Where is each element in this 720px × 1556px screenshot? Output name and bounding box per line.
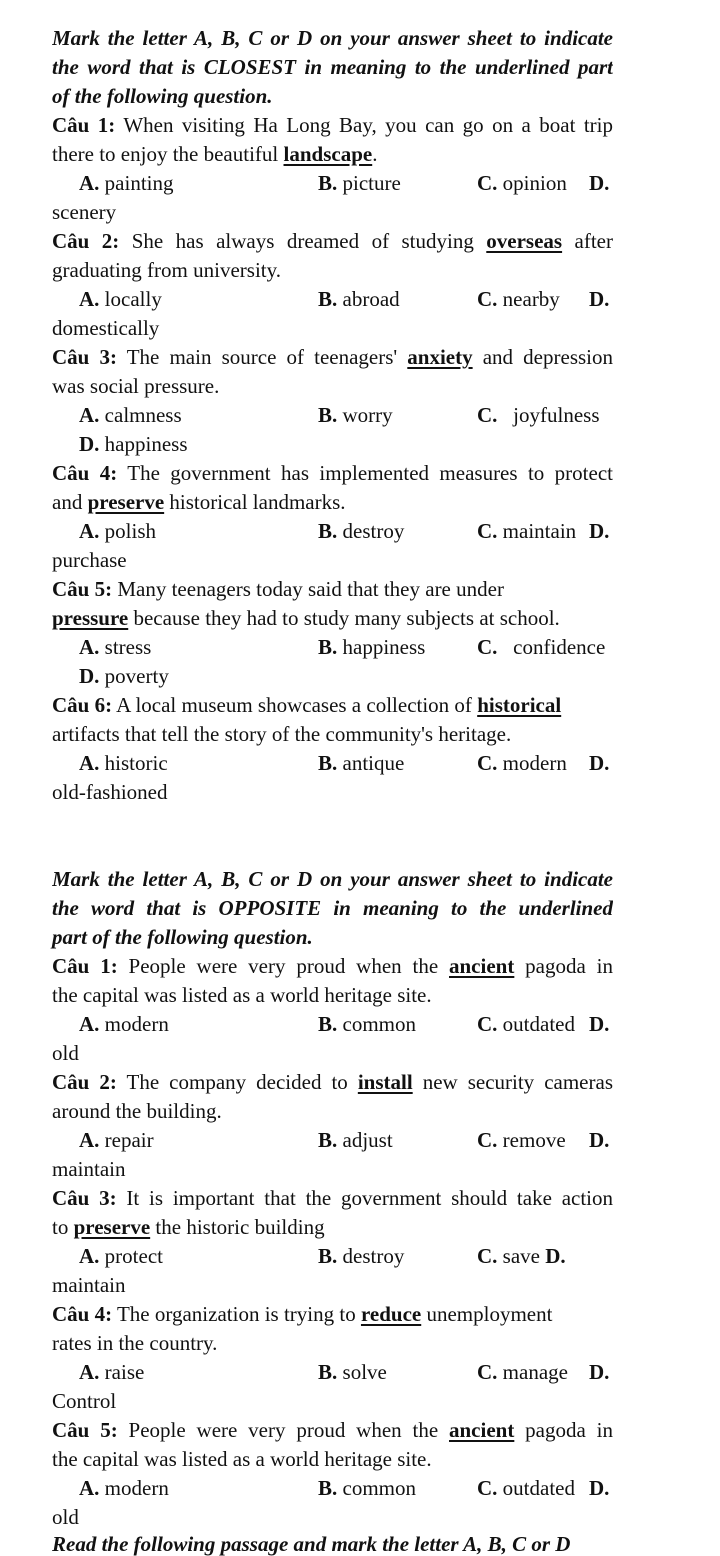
option-b[interactable]	[318, 633, 425, 662]
option-letter: B.	[318, 287, 338, 311]
question-text	[52, 1213, 613, 1242]
option-a[interactable]	[79, 1474, 169, 1503]
option-letter: D.	[589, 751, 610, 775]
option-c[interactable]	[477, 1010, 575, 1039]
option-text: solve	[342, 1360, 387, 1384]
question-text	[52, 488, 613, 517]
question-text-part: the historic building	[150, 1215, 325, 1239]
option-text: adjust	[342, 1128, 393, 1152]
option-a[interactable]	[79, 749, 168, 778]
option-text: modern	[104, 1476, 169, 1500]
option-c[interactable]	[477, 749, 567, 778]
option-letter: B.	[318, 1476, 338, 1500]
underlined-keyword: ancient	[449, 1418, 515, 1442]
options-row	[52, 1242, 613, 1271]
question-s1-q4	[52, 459, 613, 575]
question-text-part: People were very proud when the	[117, 1418, 449, 1442]
question-text-part: and	[52, 490, 88, 514]
option-letter: C.	[477, 171, 498, 195]
option-d-letter[interactable]: D.	[545, 1244, 566, 1268]
option-b[interactable]	[318, 1474, 416, 1503]
options-row	[52, 749, 613, 778]
option-letter: C.	[477, 635, 498, 659]
question-text: graduating from university.	[52, 258, 282, 282]
question-text: rates in the country.	[52, 1331, 218, 1355]
option-text: polish	[104, 519, 157, 543]
option-text: manage	[502, 1360, 568, 1384]
question-text	[52, 227, 613, 256]
underlined-keyword: historical	[477, 693, 562, 717]
question-text-part: and depression	[472, 345, 613, 369]
question-text-part: It is important that the government should take action	[116, 1186, 613, 1210]
option-c[interactable]	[477, 1358, 568, 1387]
question-text	[52, 1184, 613, 1213]
underlined-keyword: anxiety	[407, 345, 473, 369]
option-letter: D.	[589, 171, 610, 195]
question-text-part: after	[562, 229, 613, 253]
question-text-part: because they had to study many subjects at school.	[128, 606, 560, 630]
options-row	[52, 633, 613, 662]
option-letter: B.	[318, 1012, 338, 1036]
option-text: antique	[342, 751, 405, 775]
option-text: remove	[502, 1128, 566, 1152]
question-s2-q3	[52, 1184, 613, 1300]
option-c[interactable]	[477, 285, 560, 314]
option-b[interactable]	[318, 1242, 404, 1271]
option-letter: B.	[318, 1244, 338, 1268]
question-text-part: The organization is trying to	[112, 1302, 361, 1326]
option-text: abroad	[342, 287, 400, 311]
option-c[interactable]	[477, 1126, 566, 1155]
question-text	[52, 1416, 613, 1445]
options-row	[52, 1126, 613, 1155]
question-label: Câu 1:	[52, 113, 116, 137]
question-s2-q2	[52, 1068, 613, 1184]
option-d-text[interactable]: purchase	[52, 548, 127, 572]
option-b[interactable]	[318, 1358, 387, 1387]
question-text-part: A local museum showcases a collection of	[112, 693, 478, 717]
question-s2-q4	[52, 1300, 613, 1416]
question-text: the capital was listed as a world heritage site.	[52, 1447, 432, 1471]
option-a[interactable]	[79, 517, 156, 546]
option-letter: A.	[79, 519, 100, 543]
question-text	[52, 1300, 613, 1329]
question-text	[52, 343, 613, 372]
question-label: Câu 1:	[52, 954, 118, 978]
option-text: protect	[104, 1244, 163, 1268]
option-letter: C.	[477, 287, 498, 311]
option-letter: C.	[477, 1128, 498, 1152]
instruction-line: Mark the letter A, B, C or D on your answer sheet to indicate	[52, 26, 613, 50]
option-letter: A.	[79, 171, 100, 195]
option-letter: A.	[79, 403, 100, 427]
question-text: around the building.	[52, 1099, 222, 1123]
option-text: calmness	[104, 403, 182, 427]
instruction-line: the word that is OPPOSITE in meaning to the underlined	[52, 896, 613, 920]
question-text	[52, 1068, 613, 1097]
question-text: artifacts that tell the story of the community's heritage.	[52, 722, 512, 746]
option-b[interactable]	[318, 749, 404, 778]
question-text-part: to	[52, 1215, 74, 1239]
option-letter: D.	[589, 1360, 610, 1384]
option-letter: D.	[589, 519, 610, 543]
option-letter: A.	[79, 1476, 100, 1500]
option-a[interactable]	[79, 633, 151, 662]
option-a[interactable]	[79, 169, 174, 198]
options-row	[52, 430, 613, 459]
option-letter: D.	[589, 1476, 610, 1500]
question-text	[52, 111, 613, 140]
option-text: happiness	[104, 432, 188, 456]
option-d[interactable]	[79, 662, 169, 691]
option-text: common	[342, 1012, 417, 1036]
options-row	[52, 285, 613, 314]
options-row	[52, 169, 613, 198]
question-text	[52, 459, 613, 488]
question-label: Câu 4:	[52, 461, 118, 485]
option-c[interactable]	[477, 401, 600, 430]
option-text: outdated	[502, 1476, 575, 1500]
question-s1-q2	[52, 227, 613, 343]
question-text-part: new security cameras	[412, 1070, 613, 1094]
option-b[interactable]	[318, 285, 400, 314]
option-a[interactable]	[79, 285, 162, 314]
option-letter: C.	[477, 519, 498, 543]
question-s2-q1	[52, 952, 613, 1068]
question-text	[52, 952, 613, 981]
option-letter: B.	[318, 171, 338, 195]
underlined-keyword: pressure	[52, 606, 129, 630]
option-a[interactable]	[79, 401, 182, 430]
option-letter: A.	[79, 1360, 100, 1384]
option-d[interactable]	[589, 1010, 609, 1039]
question-text-part: historical landmarks.	[164, 490, 346, 514]
option-b[interactable]	[318, 517, 404, 546]
underlined-keyword: reduce	[360, 1302, 422, 1326]
question-text	[52, 575, 613, 604]
option-text: outdated	[502, 1012, 575, 1036]
question-label: Câu 2:	[52, 1070, 117, 1094]
option-text: destroy	[342, 1244, 405, 1268]
option-text: happiness	[342, 635, 426, 659]
option-text: nearby	[502, 287, 560, 311]
option-letter: B.	[318, 1128, 338, 1152]
option-text: common	[342, 1476, 417, 1500]
option-letter: D.	[79, 432, 100, 456]
option-c[interactable]	[477, 1242, 566, 1271]
option-letter: A.	[79, 1244, 100, 1268]
underlined-keyword: ancient	[449, 954, 515, 978]
option-d[interactable]	[589, 1474, 609, 1503]
option-letter: A.	[79, 1128, 100, 1152]
option-text: confidence	[513, 635, 606, 659]
question-text-part: The main source of teenagers'	[116, 345, 408, 369]
option-text: worry	[342, 403, 393, 427]
option-letter: C.	[477, 751, 498, 775]
option-d[interactable]	[589, 169, 609, 198]
option-letter: A.	[79, 635, 100, 659]
question-text: was social pressure.	[52, 374, 220, 398]
options-row	[52, 401, 613, 430]
option-letter: D.	[589, 1012, 610, 1036]
option-a[interactable]	[79, 1358, 144, 1387]
option-letter: C.	[477, 1476, 498, 1500]
question-text-part: Many teenagers today said that they are under	[112, 577, 504, 601]
option-text: raise	[104, 1360, 145, 1384]
underlined-keyword: overseas	[486, 229, 563, 253]
option-text: modern	[502, 751, 567, 775]
section-closest-instruction	[52, 24, 613, 111]
instruction-line: Mark the letter A, B, C or D on your answer sheet to indicate	[52, 867, 613, 891]
option-letter: D.	[79, 664, 100, 688]
option-text: painting	[104, 171, 174, 195]
instruction-line: part of the following question.	[52, 925, 313, 949]
options-row	[52, 662, 613, 691]
section-opposite-instruction	[52, 865, 613, 952]
question-text-part: pagoda in	[514, 1418, 613, 1442]
question-label: Câu 5:	[52, 1418, 118, 1442]
question-text-part: People were very proud when the	[117, 954, 449, 978]
options-row	[52, 1358, 613, 1387]
option-d-text[interactable]: scenery	[52, 200, 117, 224]
option-letter: D.	[589, 1128, 610, 1152]
question-s1-q1	[52, 111, 613, 227]
question-text-part: unemployment	[421, 1302, 553, 1326]
next-section-instruction-cut: Read the following passage and mark the letter A, B, C or D	[52, 1532, 571, 1556]
option-text: modern	[104, 1012, 169, 1036]
question-label: Câu 4:	[52, 1302, 113, 1326]
option-letter: B.	[318, 635, 338, 659]
option-d-text[interactable]: domestically	[52, 316, 160, 340]
question-text-part: The company decided to	[116, 1070, 358, 1094]
option-text: locally	[104, 287, 162, 311]
question-text	[52, 691, 613, 720]
instruction-line: the word that is CLOSEST in meaning to the underlined part	[52, 55, 613, 79]
question-text-part: She has always dreamed of studying	[119, 229, 487, 253]
question-text-part: pagoda in	[514, 954, 613, 978]
underlined-keyword: install	[357, 1070, 413, 1094]
underlined-keyword: preserve	[87, 490, 165, 514]
question-s1-q6	[52, 691, 613, 807]
option-text: stress	[104, 635, 152, 659]
instruction-line: of the following question.	[52, 84, 273, 108]
question-label: Câu 5:	[52, 577, 113, 601]
question-text-part: When visiting Ha Long Bay, you can go on a boat trip	[115, 113, 613, 137]
option-text: picture	[342, 171, 401, 195]
options-row	[52, 517, 613, 546]
option-d[interactable]	[589, 1358, 609, 1387]
question-s1-q3	[52, 343, 613, 459]
underlined-keyword: landscape	[283, 142, 373, 166]
option-letter: A.	[79, 1012, 100, 1036]
option-letter: B.	[318, 751, 338, 775]
option-b[interactable]	[318, 1126, 393, 1155]
option-d-text[interactable]: old	[52, 1041, 79, 1065]
option-d[interactable]	[589, 285, 609, 314]
question-text-part: The government has implemented measures to protect	[117, 461, 613, 485]
question-text: the capital was listed as a world heritage site.	[52, 983, 432, 1007]
option-letter: A.	[79, 751, 100, 775]
option-text: historic	[104, 751, 168, 775]
option-d[interactable]	[79, 430, 188, 459]
option-text: opinion	[502, 171, 567, 195]
option-b[interactable]	[318, 169, 401, 198]
option-letter: D.	[589, 287, 610, 311]
option-d-text[interactable]: old	[52, 1505, 79, 1529]
option-a[interactable]	[79, 1010, 169, 1039]
option-letter: A.	[79, 287, 100, 311]
question-s1-q5	[52, 575, 613, 691]
option-d[interactable]	[589, 749, 609, 778]
question-text-part: there to enjoy the beautiful	[52, 142, 284, 166]
option-letter: C.	[477, 403, 498, 427]
option-letter: C.	[477, 1244, 498, 1268]
option-c[interactable]	[477, 517, 576, 546]
option-d-text[interactable]: old-fashioned	[52, 780, 168, 804]
option-b[interactable]	[318, 401, 393, 430]
options-row	[52, 1474, 613, 1503]
option-text: destroy	[342, 519, 405, 543]
option-b[interactable]	[318, 1010, 416, 1039]
option-letter: B.	[318, 519, 338, 543]
option-d-text[interactable]: Control	[52, 1389, 117, 1413]
option-d-text[interactable]: maintain	[52, 1273, 126, 1297]
option-c[interactable]	[477, 1474, 575, 1503]
option-c[interactable]	[477, 633, 605, 662]
option-c[interactable]	[477, 169, 567, 198]
option-d[interactable]	[589, 517, 609, 546]
worksheet-page	[52, 24, 613, 1556]
question-label: Câu 6:	[52, 693, 113, 717]
question-label: Câu 2:	[52, 229, 120, 253]
option-text: joyfulness	[513, 403, 600, 427]
question-text	[52, 140, 613, 169]
option-letter: C.	[477, 1360, 498, 1384]
option-d-text[interactable]: maintain	[52, 1157, 126, 1181]
option-letter: C.	[477, 1012, 498, 1036]
option-text: repair	[104, 1128, 154, 1152]
question-text	[52, 604, 613, 633]
option-text: maintain	[502, 519, 577, 543]
question-text-part: .	[372, 142, 378, 166]
question-label: Câu 3:	[52, 345, 117, 369]
option-text: poverty	[104, 664, 169, 688]
underlined-keyword: preserve	[73, 1215, 151, 1239]
option-text: save	[502, 1244, 540, 1268]
options-row	[52, 1010, 613, 1039]
option-a[interactable]	[79, 1242, 163, 1271]
option-letter: B.	[318, 1360, 338, 1384]
section-spacer	[52, 807, 613, 865]
option-a[interactable]	[79, 1126, 154, 1155]
question-label: Câu 3:	[52, 1186, 117, 1210]
option-d[interactable]	[589, 1126, 609, 1155]
question-s2-q5	[52, 1416, 613, 1532]
option-letter: B.	[318, 403, 338, 427]
